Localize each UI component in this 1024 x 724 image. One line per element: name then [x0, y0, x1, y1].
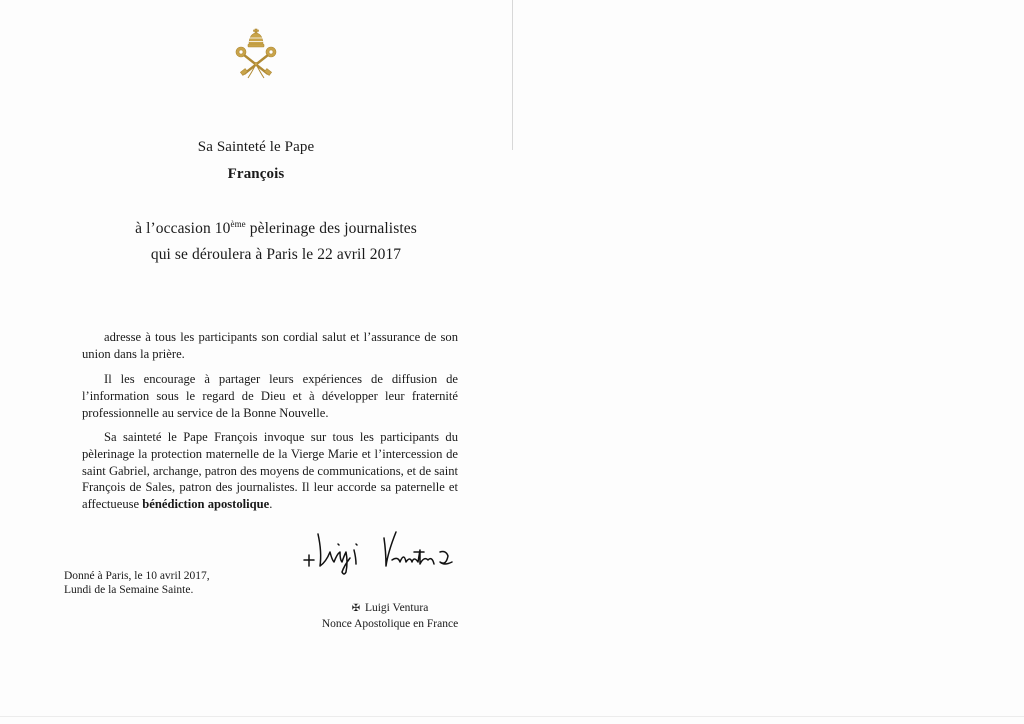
paragraph-encouragement: Il les encourage à partager leurs expériences de diffusion de l’information sous le regard de Dieu et à développer leur fraternité professionnelle au service de la Bonne Nouvelle.	[82, 372, 458, 420]
signer-name-line: ✠ Luigi Ventura	[351, 602, 429, 614]
signer-block	[305, 601, 475, 631]
blessing-emphasis: bénédiction apostolique	[142, 497, 270, 512]
cross-mark: ✠	[351, 603, 361, 614]
given-at-block	[64, 569, 210, 597]
pope-name: François	[227, 166, 285, 182]
paragraph-greeting: adresse à tous les participants son cordial salut et l’assurance de son union dans la prière.	[82, 330, 458, 361]
papal-keys-tiara-icon	[232, 28, 280, 80]
given-liturgical-day: Lundi de la Semaine Sainte.	[64, 584, 194, 596]
signer-title: Nonce Apostolique en France	[321, 617, 459, 630]
paragraph-blessing: Sa sainteté le Pape François invoque sur tous les participants du pèlerinage la protection maternelle de la Vierge Marie et l’intercession de saint Gabriel, archange, patron des moyens de communications, et de saint François de Sales, patron des journalistes. Il leur accorde sa paternelle et affectueuse bénédiction apostolique.	[82, 430, 458, 512]
page-bottom-edge	[0, 716, 1024, 717]
page-fold-line	[512, 0, 513, 150]
occasion-line: à l’occasion 10ème pèlerinage des journalistes	[135, 219, 417, 238]
given-place-date: Donné à Paris, le 10 avril 2017,	[64, 570, 210, 582]
handwritten-signature	[300, 522, 460, 578]
event-date-line: qui se déroulera à Paris le 22 avril 2017	[150, 246, 402, 263]
addressee-title: Sa Sainteté le Pape	[197, 139, 315, 155]
ordinal-suffix: ème	[230, 219, 246, 229]
